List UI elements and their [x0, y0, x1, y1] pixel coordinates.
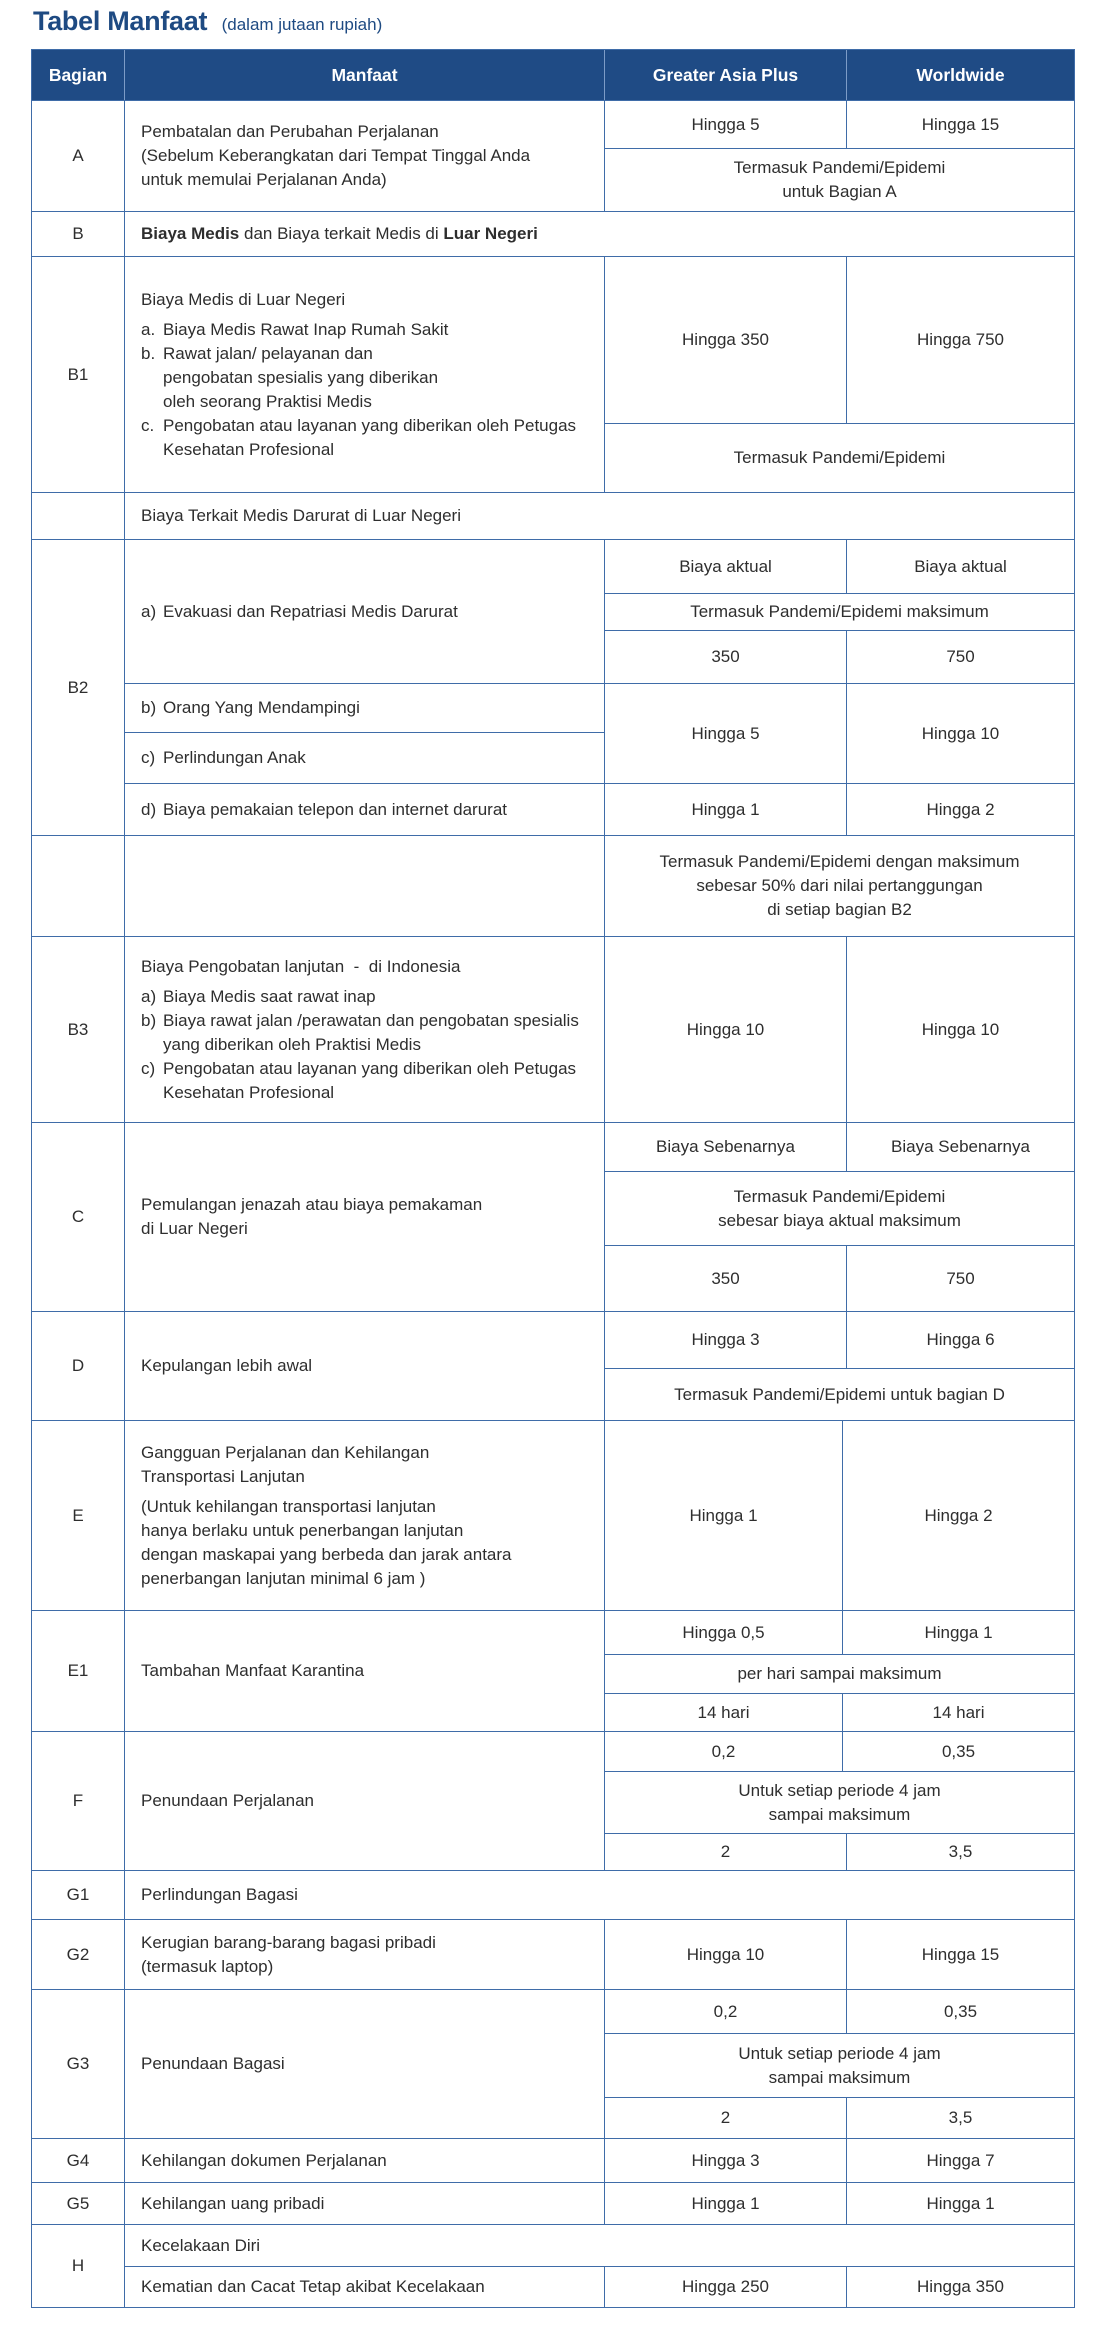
benefit-cell: [124, 783, 605, 836]
plan1-max: 2: [604, 1833, 847, 1871]
list-text: Orang Yang Mendampingi: [163, 698, 360, 717]
plan1-value: 0,2: [604, 1989, 847, 2034]
benefit-line: penerbangan lanjutan minimal 6 jam ): [141, 1568, 426, 1588]
row-code: G2: [31, 1919, 125, 1990]
plan1-value: Hingga 10: [604, 1919, 847, 1990]
plan2-max: 3,5: [846, 2097, 1075, 2139]
benefit-cell: [124, 1122, 605, 1312]
plan2-value: Hingga 750: [846, 256, 1075, 424]
note-line: sampai maksimum: [768, 2067, 911, 2087]
plan2-value: Hingga 2: [842, 1420, 1075, 1611]
note-line: untuk Bagian A: [782, 182, 897, 201]
list-text: Rawat jalan/ pelayanan dan pengobatan spesialis yang diberikan oleh seorang Praktisi Medis: [163, 343, 439, 411]
benefit-line: Kerugian barang-barang bagasi pribadi: [141, 1932, 436, 1952]
plan1-value: Hingga 3: [604, 1311, 847, 1369]
pandemic-note: Termasuk Pandemi/Epidemi untuk bagian D: [604, 1368, 1075, 1421]
plan2-value: 0,35: [846, 1989, 1075, 2034]
title-main: Tabel Manfaat: [33, 6, 208, 36]
plan2-max: 750: [846, 630, 1075, 684]
plan1-max: 350: [604, 630, 847, 684]
benefit-heading: Biaya Pengobatan lanjutan - di Indonesia: [141, 956, 461, 976]
row-code-empty: [31, 835, 125, 937]
plan1-value: Hingga 0,5: [604, 1610, 843, 1655]
note-line: Termasuk Pandemi/Epidemi: [733, 158, 946, 177]
plan1-value: Biaya Sebenarnya: [604, 1122, 847, 1172]
list-marker: d): [141, 799, 157, 819]
row-code: B2: [31, 539, 125, 836]
note-line: sebesar biaya aktual maksimum: [718, 1210, 961, 1230]
benefit-cell: [124, 683, 605, 733]
plan2-value: Hingga 10: [846, 936, 1075, 1123]
header-manfaat: Manfaat: [124, 49, 605, 101]
plan1-value: Hingga 10: [604, 936, 847, 1123]
benefit-cell: Kematian dan Cacat Tetap akibat Kecelakaan: [124, 2266, 605, 2308]
plan2-value: Hingga 7: [846, 2138, 1075, 2183]
pandemic-note: Termasuk Pandemi/Epidemi maksimum: [604, 593, 1075, 631]
list-text: Biaya Medis Rawat Inap Rumah Sakit: [163, 319, 449, 339]
benefit-cell: Tambahan Manfaat Karantina: [124, 1610, 605, 1732]
row-code: G1: [31, 1870, 125, 1920]
title-subtitle: (dalam jutaan rupiah): [221, 15, 383, 34]
list-marker: b): [141, 698, 157, 717]
benefit-cell: Kehilangan dokumen Perjalanan: [124, 2138, 605, 2183]
list-text: Evakuasi dan Repatriasi Medis Darurat: [163, 601, 458, 621]
list-text: Perlindungan Anak: [163, 748, 306, 767]
note-line: Untuk setiap periode 4 jam: [738, 1780, 941, 1800]
list-marker: b): [141, 1010, 157, 1030]
benefit-line: di Luar Negeri: [141, 1219, 248, 1238]
plan2-max: 750: [846, 1245, 1075, 1312]
benefit-line: Transportasi Lanjutan: [141, 1466, 305, 1486]
list-marker: c): [141, 748, 156, 767]
list-marker: c.: [141, 415, 155, 435]
note-line: Termasuk Pandemi/Epidemi: [733, 1186, 946, 1206]
benefit-cell: [124, 1420, 605, 1611]
row-code: B1: [31, 256, 125, 493]
plan2-value: 0,35: [842, 1731, 1075, 1772]
section-heading: Biaya Terkait Medis Darurat di Luar Negeri: [124, 492, 1075, 540]
list-text: Biaya rawat jalan /perawatan dan pengobatan spesialis yang diberikan oleh Praktisi Medis: [163, 1010, 579, 1054]
plan2-value: Hingga 10: [846, 683, 1075, 784]
benefit-line: untuk memulai Perjalanan Anda): [141, 170, 387, 189]
list-text: Biaya Medis saat rawat inap: [163, 986, 376, 1006]
list-marker: a): [141, 601, 157, 621]
list-item: [141, 414, 583, 462]
pandemic-note: [604, 1171, 1075, 1246]
section-heading: Kecelakaan Diri: [124, 2224, 1075, 2267]
row-code: C: [31, 1122, 125, 1312]
bold-text: Luar Negeri: [443, 224, 538, 243]
pandemic-note: [604, 148, 1075, 212]
benefit-cell: Kehilangan uang pribadi: [124, 2182, 605, 2225]
benefit-cell: [124, 936, 605, 1123]
plan1-value: 0,2: [604, 1731, 843, 1772]
limit-note: [604, 1771, 1075, 1834]
plan1-value: Hingga 5: [604, 683, 847, 784]
benefit-cell: [124, 732, 605, 784]
bold-text: Biaya Medis: [141, 224, 240, 243]
note-line: sebesar 50% dari nilai pertanggungan: [696, 876, 983, 895]
section-heading: Perlindungan Bagasi: [124, 1870, 1075, 1920]
row-code: G4: [31, 2138, 125, 2183]
benefit-cell-empty: [124, 835, 605, 937]
benefit-cell: [124, 539, 605, 684]
benefit-line: dengan maskapai yang berbeda dan jarak antara: [141, 1544, 512, 1564]
plan2-value: Hingga 15: [846, 100, 1075, 149]
list-text: Pengobatan atau layanan yang diberikan oleh Petugas Kesehatan Profesional: [163, 1058, 577, 1102]
plan1-value: Hingga 1: [604, 783, 847, 836]
section-heading: [124, 211, 1075, 257]
benefit-cell: Kepulangan lebih awal: [124, 1311, 605, 1421]
benefit-cell: [124, 1919, 605, 1990]
list-item: [141, 342, 463, 414]
benefit-cell: [124, 100, 605, 212]
note-line: sampai maksimum: [768, 1804, 911, 1824]
plan2-value: Biaya Sebenarnya: [846, 1122, 1075, 1172]
benefit-line: (Sebelum Keberangkatan dari Tempat Tinggal Anda: [141, 146, 531, 165]
plan2-value: Biaya aktual: [846, 539, 1075, 594]
plan1-value: Biaya aktual: [604, 539, 847, 594]
plan2-value: Hingga 6: [846, 1311, 1075, 1369]
plan2-max: 14 hari: [842, 1693, 1075, 1732]
row-code: G3: [31, 1989, 125, 2139]
pandemic-note: [604, 835, 1075, 937]
row-code: E1: [31, 1610, 125, 1732]
plan1-value: Hingga 5: [604, 100, 847, 149]
benefit-cell: [124, 256, 605, 493]
benefit-line: Pemulangan jenazah atau biaya pemakaman: [141, 1195, 483, 1214]
benefit-cell: Penundaan Bagasi: [124, 1989, 605, 2139]
list-marker: c): [141, 1058, 156, 1078]
plan1-value: Hingga 1: [604, 1420, 843, 1611]
list-text: Biaya pemakaian telepon dan internet darurat: [163, 799, 508, 819]
plan1-max: 14 hari: [604, 1693, 843, 1732]
row-code: B: [31, 211, 125, 257]
plan1-value: Hingga 350: [604, 256, 847, 424]
row-code: H: [31, 2224, 125, 2308]
benefit-line: Gangguan Perjalanan dan Kehilangan: [141, 1442, 430, 1462]
benefit-line: Pembatalan dan Perubahan Perjalanan: [141, 122, 439, 141]
plan2-value: Hingga 350: [846, 2266, 1075, 2308]
plan1-max: 350: [604, 1245, 847, 1312]
benefit-line: hanya berlaku untuk penerbangan lanjutan: [141, 1520, 464, 1540]
list-marker: a.: [141, 319, 156, 339]
row-code: B3: [31, 936, 125, 1123]
row-code: E: [31, 1420, 125, 1611]
plan2-value: Hingga 1: [846, 2182, 1075, 2225]
limit-note: [604, 2033, 1075, 2098]
list-item: [141, 318, 448, 342]
row-code: D: [31, 1311, 125, 1421]
header-bagian: Bagian: [31, 49, 125, 101]
plan2-value: Hingga 2: [846, 783, 1075, 836]
benefit-cell: Penundaan Perjalanan: [124, 1731, 605, 1871]
row-code-empty: [31, 492, 125, 540]
row-code: G5: [31, 2182, 125, 2225]
row-code: F: [31, 1731, 125, 1871]
plan1-max: 2: [604, 2097, 847, 2139]
header-plan-worldwide: Worldwide: [846, 49, 1075, 101]
benefit-line: (Untuk kehilangan transportasi lanjutan: [141, 1496, 436, 1516]
list-marker: b.: [141, 343, 156, 363]
note-line: di setiap bagian B2: [767, 900, 912, 919]
limit-note: per hari sampai maksimum: [604, 1654, 1075, 1694]
plan2-value: Hingga 1: [842, 1610, 1075, 1655]
plan1-value: Hingga 250: [604, 2266, 847, 2308]
plan2-value: Hingga 15: [846, 1919, 1075, 1990]
pandemic-note: Termasuk Pandemi/Epidemi: [604, 423, 1075, 493]
text: dan Biaya terkait Medis di: [239, 224, 444, 243]
plan1-value: Hingga 1: [604, 2182, 847, 2225]
list-text: Pengobatan atau layanan yang diberikan oleh Petugas Kesehatan Profesional: [163, 415, 577, 459]
header-plan-greater-asia-plus: Greater Asia Plus: [604, 49, 847, 101]
note-line: Untuk setiap periode 4 jam: [738, 2043, 941, 2063]
plan1-value: Hingga 3: [604, 2138, 847, 2183]
benefit-line: (termasuk laptop): [141, 1956, 274, 1976]
benefit-heading: Biaya Medis di Luar Negeri: [141, 289, 346, 309]
list-marker: a): [141, 986, 157, 1006]
row-code: A: [31, 100, 125, 212]
plan2-max: 3,5: [846, 1833, 1075, 1871]
note-line: Termasuk Pandemi/Epidemi dengan maksimum: [659, 852, 1020, 871]
